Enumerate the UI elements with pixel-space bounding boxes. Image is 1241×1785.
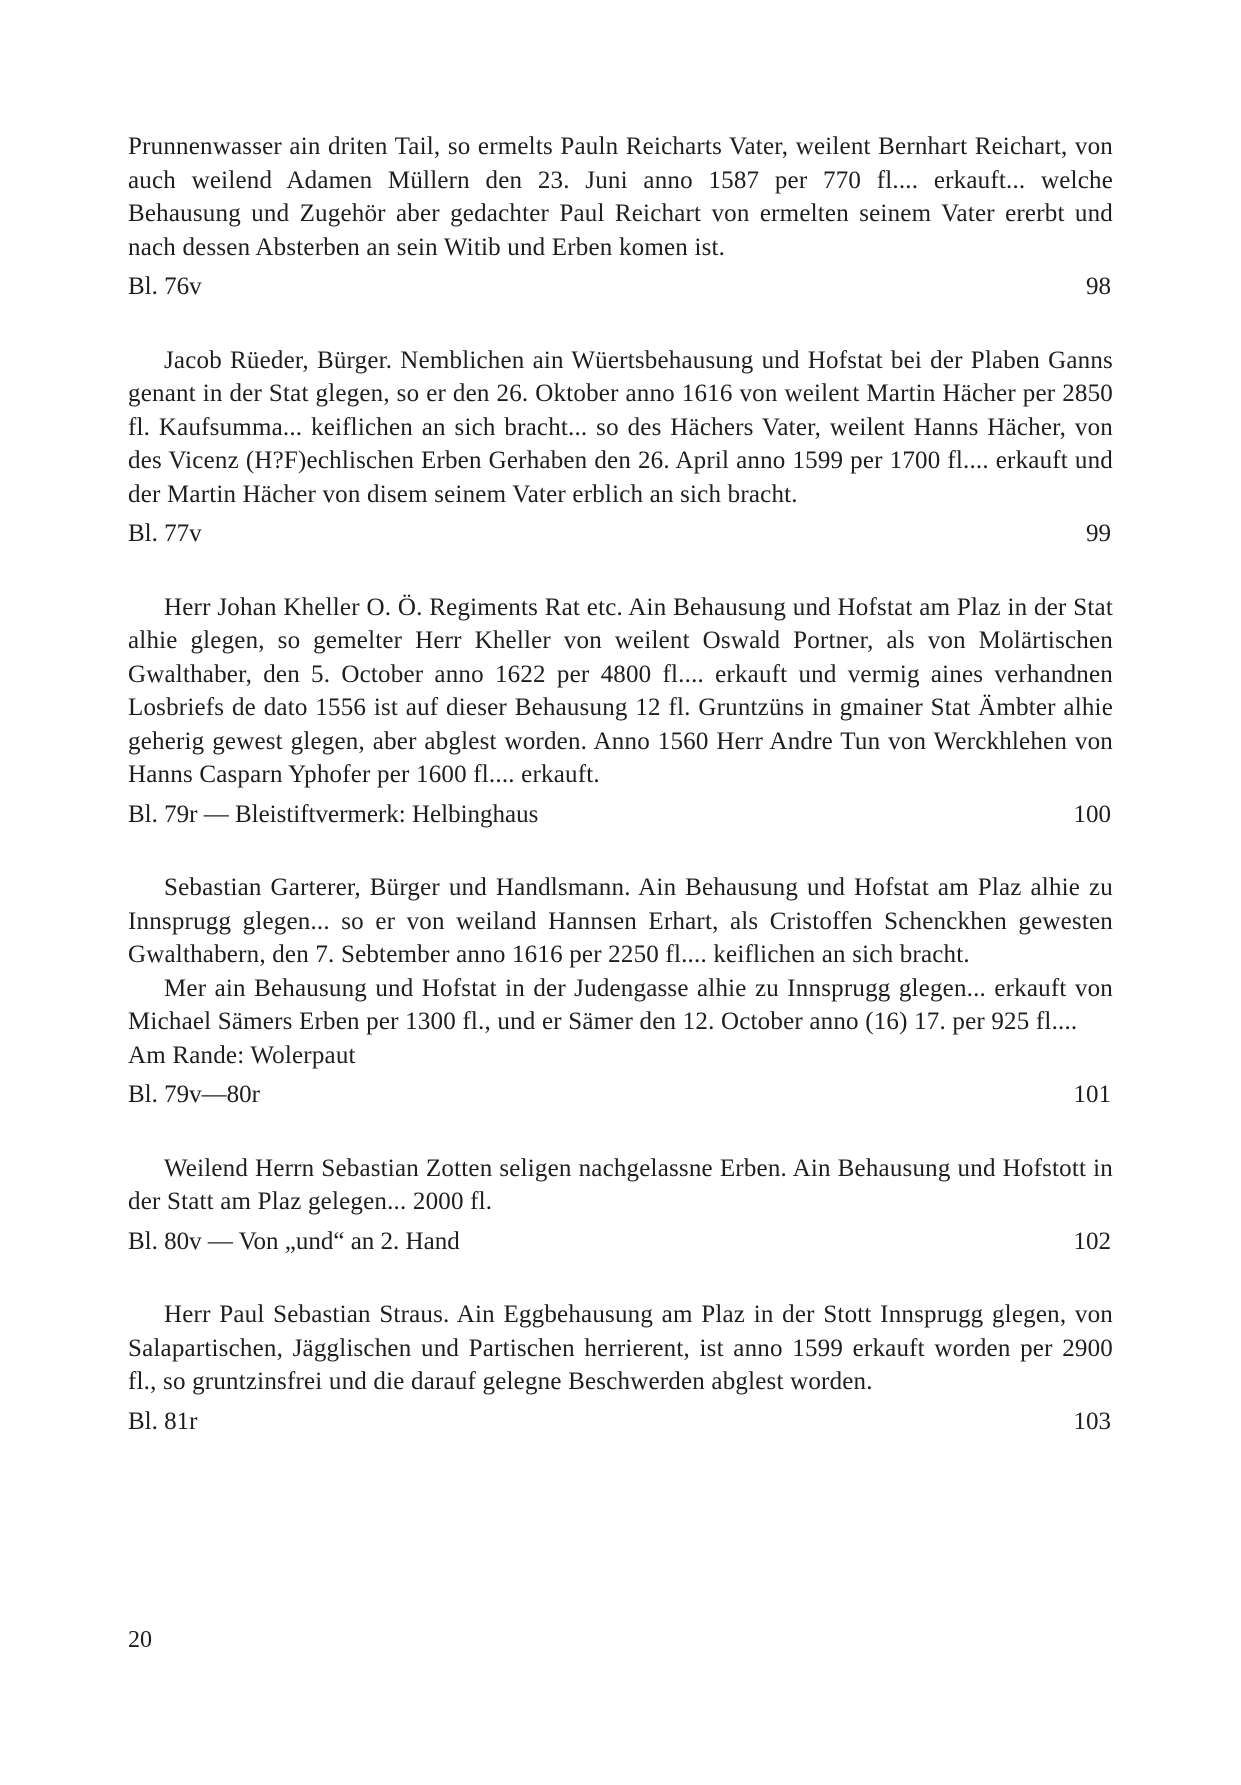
entry-text: Mer ain Behausung und Hofstat in der Judengasse alhie zu Innsprugg glegen... erkauft von Michael Sämers Erben per 1300 fl., und er Sämer den 12. October anno (16) 17. per 925 fl.... (128, 974, 1113, 1035)
entry-text: Herr Paul Sebastian Straus. Ain Eggbehausung am Plaz in der Stott Innsprugg glegen, von Salapartischen, Jägglischen und Partischen herrierent, ist anno 1599 erkauft worden per 2900 fl., so gruntzinsfrei und die darauf gelegne Beschwerden abglest worden. (128, 1301, 1113, 1395)
entry-text: Herr Johan Kheller O. Ö. Regiments Rat etc. Ain Behausung und Hofstat am Plaz in der Stat alhie glegen, so gemelter Herr Kheller von weilent Oswald Portner, als von Molärtischen Gwalthaber, den 5. October anno 1622 per 4800 fl.... erkauft und vermig aines verhandnen Losbriefs de dato 1556 ist auf dieser Behausung 12 fl. Gruntzüns in gmainer Stat Ämbter alhie geherig gewest glegen, aber abglest worden. Anno 1560 Herr Andre Tun von Werckhlehen von Hanns Casparn Yphofer per 1600 fl.... erkauft. (128, 593, 1113, 788)
folio-reference: Bl. 81r (128, 1407, 198, 1435)
entry-text: Prunnenwasser ain driten Tail, so ermelts Pauln Reicharts Vater, weilent Bernhart Reichart, von auch weilend Adamen Müllern den 23. Juni anno 1587 per 770 fl.... erkauft... welche Behausung und Zugehör aber gedachter Paul Reichart von ermelten seinem Vater ererbt und nach dessen Absterben an sein Witib und Erben komen ist. (128, 133, 1113, 261)
entry-number: 102 (1073, 1227, 1111, 1255)
entry-number: 98 (1086, 273, 1111, 300)
folio-reference: Bl. 77v (128, 520, 202, 547)
entry-meta (128, 798, 1113, 832)
entry-number: 103 (1073, 1407, 1111, 1435)
entry-99 (128, 344, 1113, 551)
entry-102 (128, 1152, 1113, 1259)
entry-text: Weilend Herrn Sebastian Zotten seligen nachgelassne Erben. Ain Behausung und Hofstott in der Statt am Plaz gelegen... 2000 fl. (128, 1154, 1113, 1215)
entry-103 (128, 1298, 1113, 1438)
entry-text: Sebastian Garterer, Bürger und Handlsmann. Ain Behausung und Hofstat am Plaz alhie zu Innsprugg glegen... so er von weiland Hannsen Erhart, als Cristoffen Schenckhen gewesten Gwalthabern, den 7. Sebtember anno 1616 per 2250 fl.... keiflichen an sich bracht. (128, 874, 1113, 968)
entry-number: 100 (1073, 800, 1111, 828)
folio-reference: Bl. 79r — Bleistiftvermerk: Helbinghaus (128, 800, 539, 828)
entry-number: 101 (1073, 1081, 1111, 1108)
entry-meta (128, 1405, 1113, 1439)
entry-meta (128, 270, 1113, 304)
entry-text: Jacob Rüeder, Bürger. Nemblichen ain Wüertsbehausung und Hofstat bei der Plaben Ganns genant in der Stat glegen, so er den 26. Oktober anno 1616 von weilent Martin Hächer per 2850 fl. Kaufsumma... keiflichen an sich bracht... so des Hächers Vater, weilent Hanns Hächer, von des Vicenz (H?F)echlischen Erben Gerhaben den 26. April anno 1599 per 1700 fl.... erkauft und der Martin Hächer von disem seinem Vater erblich an sich bracht. (128, 346, 1113, 508)
page-body (128, 130, 1113, 1478)
entry-100 (128, 591, 1113, 832)
entry-101 (128, 871, 1113, 1112)
entry-98 (128, 130, 1113, 304)
margin-note: Am Rande: Wolerpaut (128, 1041, 356, 1069)
entry-meta (128, 1078, 1113, 1112)
page-number: 20 (128, 1627, 152, 1653)
entry-number: 99 (1086, 520, 1111, 547)
folio-reference: Bl. 79v—80r (128, 1081, 260, 1108)
entry-meta (128, 517, 1113, 551)
entry-meta (128, 1225, 1113, 1259)
folio-reference: Bl. 76v (128, 273, 202, 300)
folio-reference: Bl. 80v — Von „und“ an 2. Hand (128, 1227, 460, 1255)
